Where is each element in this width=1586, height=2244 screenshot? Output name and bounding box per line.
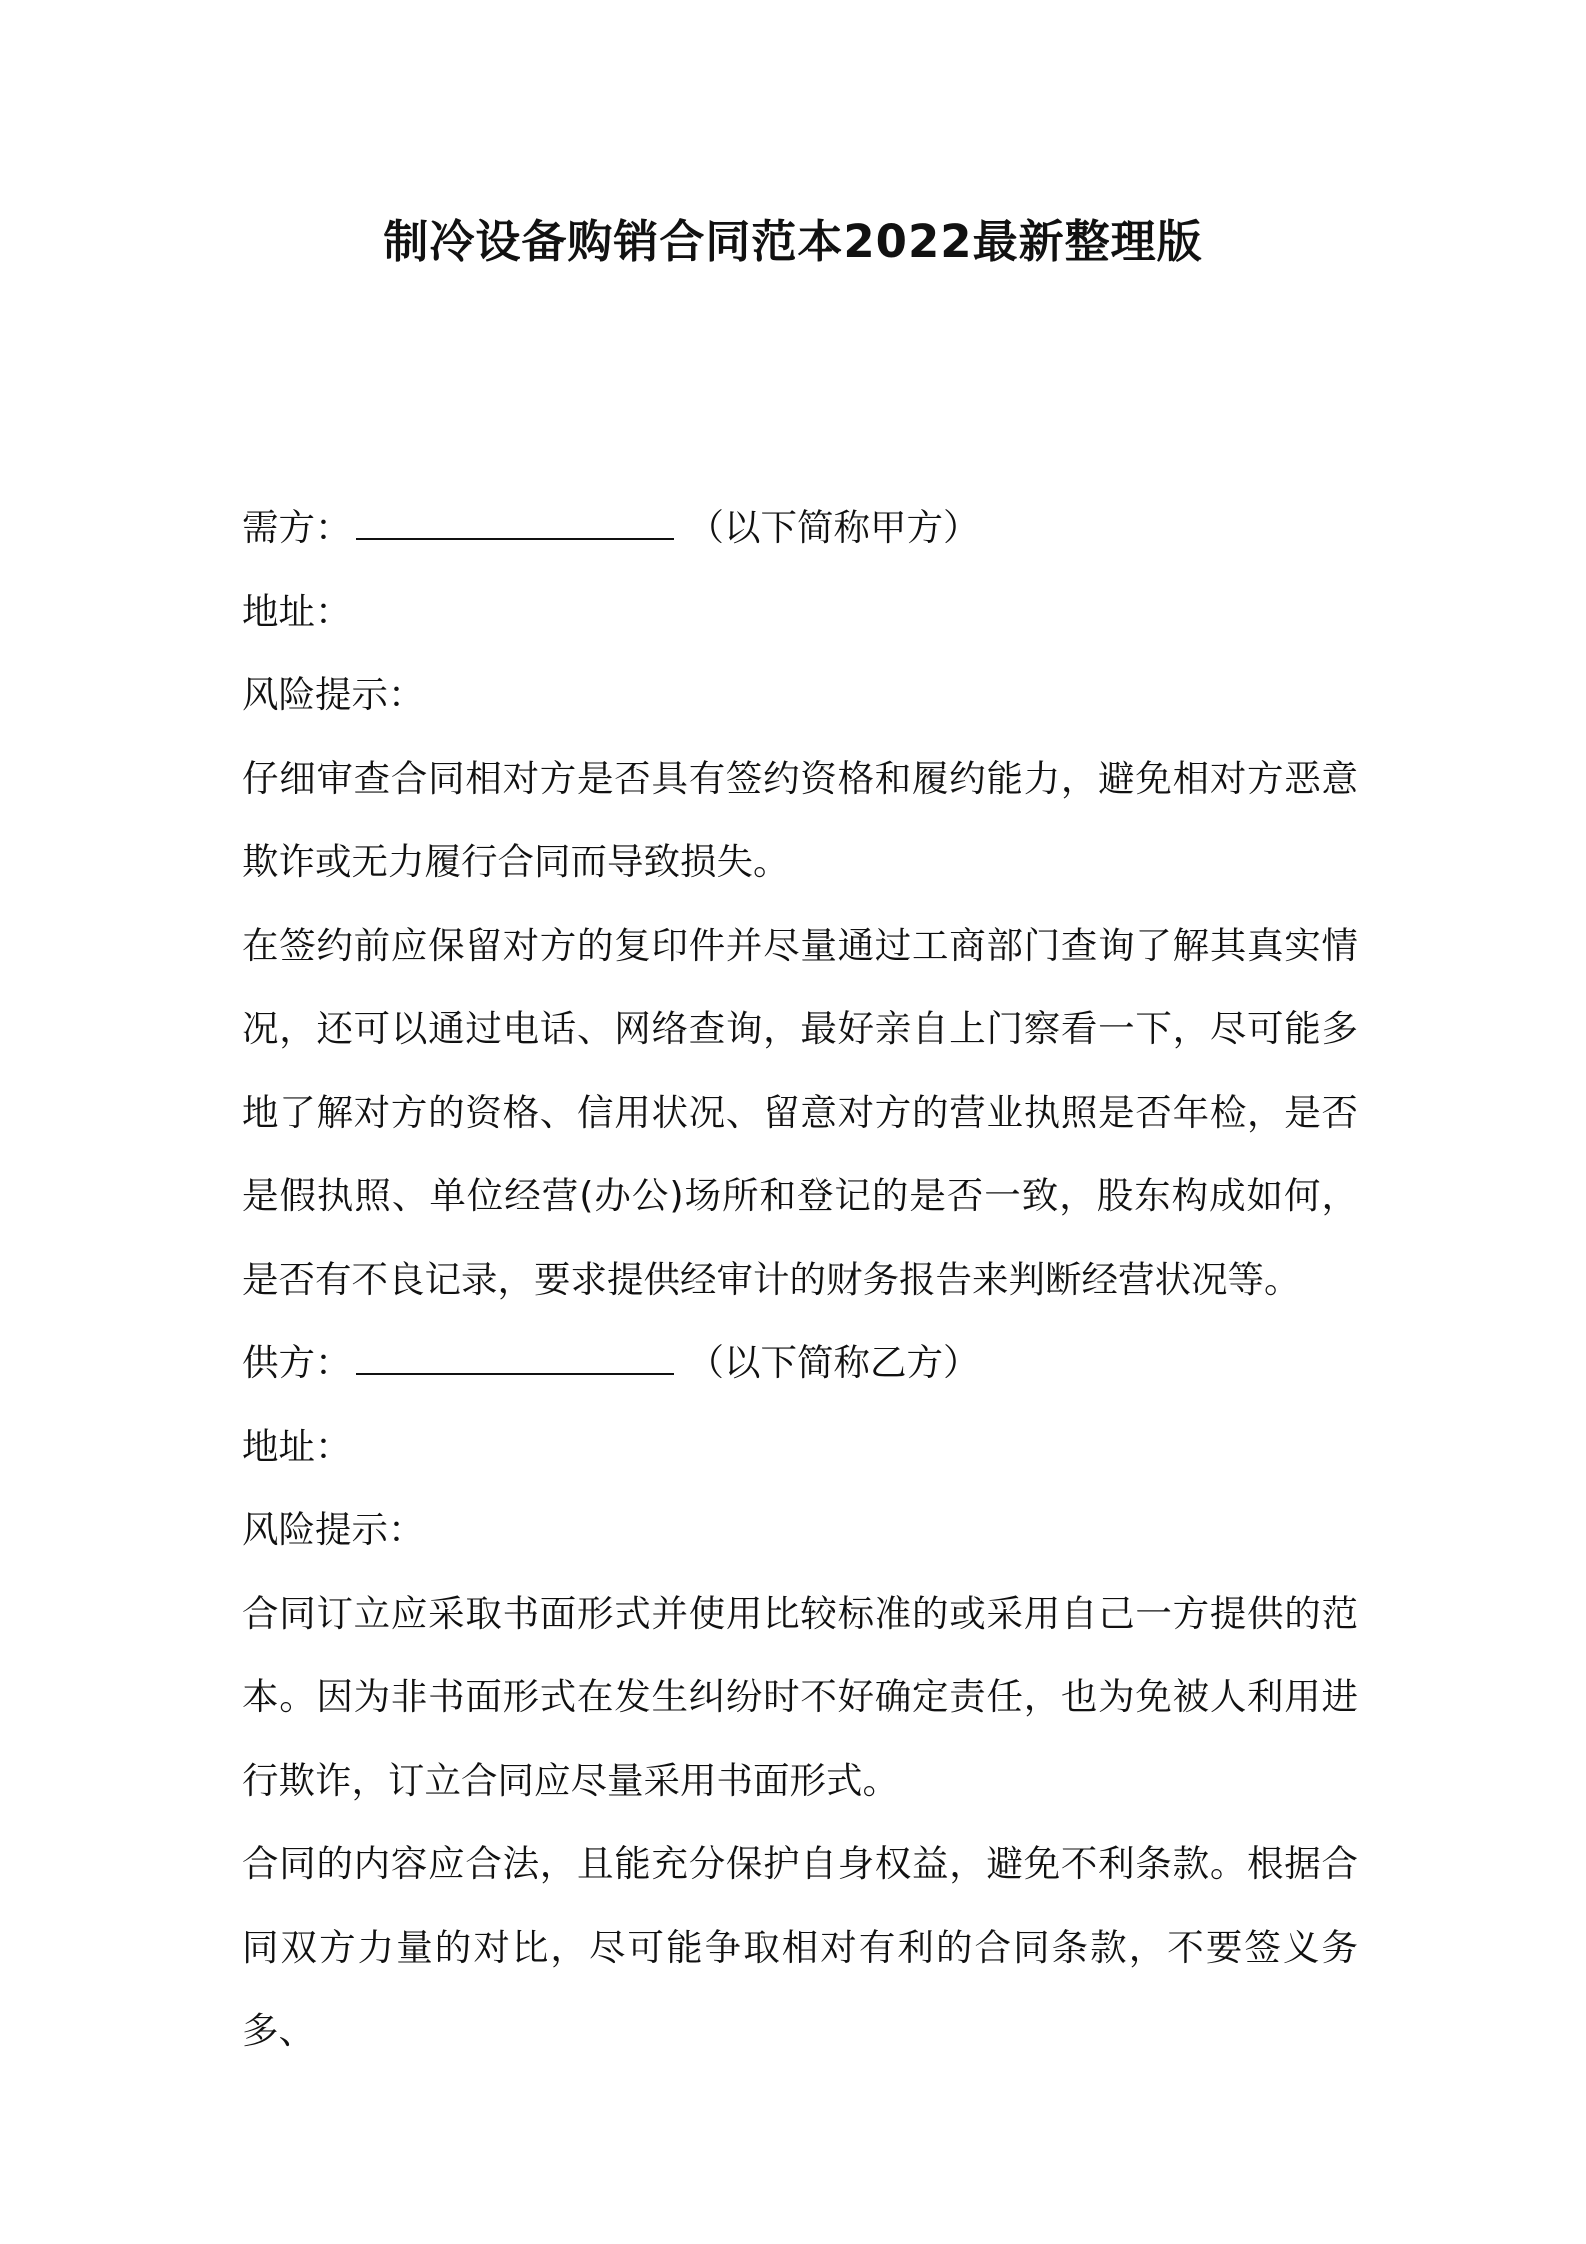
- party-a-suffix: （以下简称甲方）: [687, 506, 980, 549]
- party-a-label: 需方：: [242, 506, 352, 549]
- party-b-risk-paragraph-2: 合同的内容应合法，且能充分保护自身权益，避免不利条款。根据合同双方力量的对比，尽可能争取相对有利的合同条款，不要签义务多、: [242, 1842, 1358, 2052]
- party-b-suffix: （以下简称乙方）: [687, 1341, 980, 1384]
- party-a-address: 地址：: [242, 589, 352, 633]
- party-b-risk-paragraph-1: 合同订立应采取书面形式并使用比较标准的或采用自己一方提供的范本。因为非书面形式在发生纠纷时不好确定责任，也为免被人利用进行欺诈，订立合同应尽量采用书面形式。: [242, 1591, 1358, 1802]
- party-b-name-blank: [356, 1345, 674, 1375]
- party-b-line: [242, 1321, 1358, 1405]
- document-body: [242, 486, 1358, 2073]
- party-a-risk-paragraph-1: 仔细审查合同相对方是否具有签约资格和履约能力，避免相对方恶意欺诈或无力履行合同而导致损失。: [242, 756, 1358, 883]
- party-b-address: 地址：: [242, 1424, 352, 1468]
- party-b-risk-label: 风险提示：: [242, 1508, 425, 1551]
- party-a-name-blank: [356, 510, 674, 540]
- party-a-risk-label: 风险提示：: [242, 673, 425, 716]
- document-title: 制冷设备购销合同范本2022最新整理版: [383, 215, 1203, 268]
- party-a-line: [242, 486, 1358, 570]
- party-a-risk-paragraph-2: 在签约前应保留对方的复印件并尽量通过工商部门查询了解其真实情况，还可以通过电话、网络查询，最好亲自上门察看一下，尽可能多地了解对方的资格、信用状况、留意对方的营业执照是否年检，是否是假执照、单位经营(办公)场所和登记的是否一致，股东构成如何，是否有不良记录，要求提供经审计的财务报告来判断经营状况等。: [242, 923, 1358, 1301]
- party-b-label: 供方：: [242, 1341, 352, 1384]
